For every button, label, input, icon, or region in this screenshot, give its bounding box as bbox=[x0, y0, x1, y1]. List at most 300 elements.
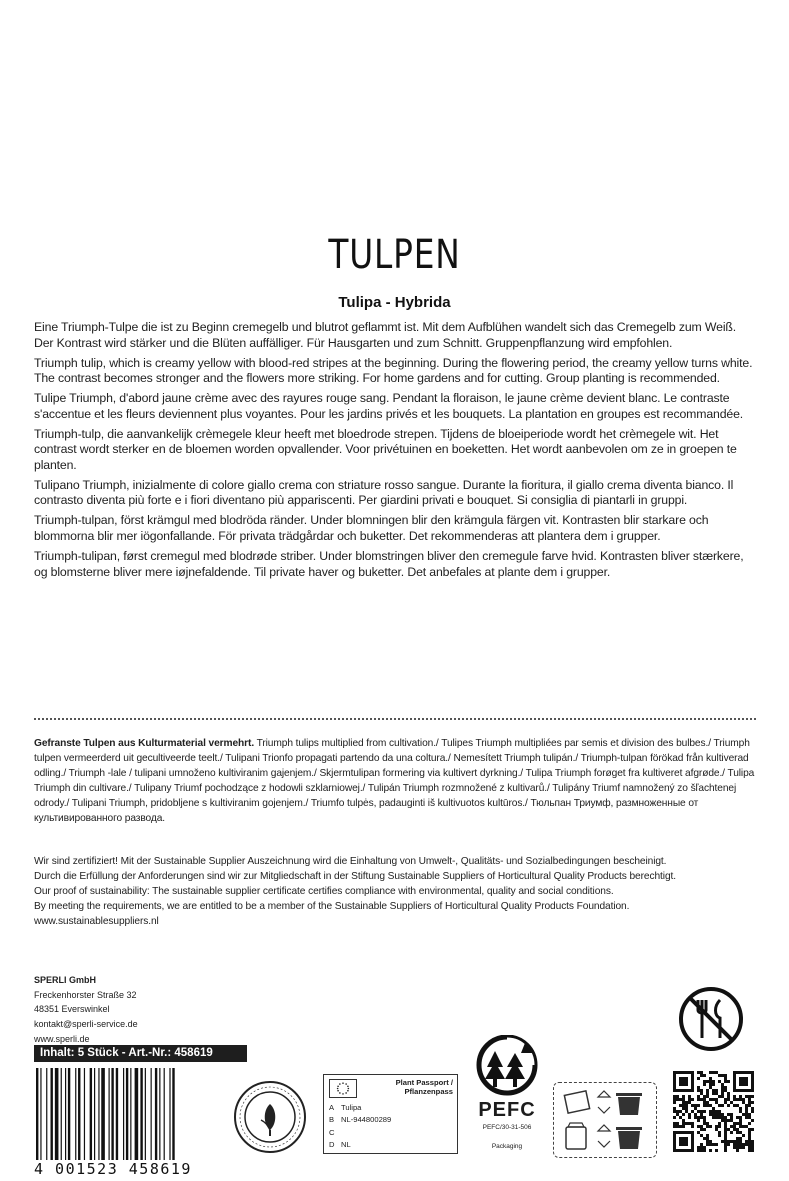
qr-module bbox=[706, 1137, 709, 1140]
qr-module bbox=[697, 1149, 700, 1152]
qr-finder bbox=[691, 1131, 694, 1152]
qr-module bbox=[724, 1116, 727, 1119]
qr-module bbox=[751, 1101, 754, 1104]
barcode bbox=[34, 1068, 224, 1160]
qr-finder bbox=[673, 1071, 676, 1092]
qr-module bbox=[751, 1146, 754, 1149]
qr-module bbox=[718, 1131, 721, 1134]
qr-module bbox=[676, 1113, 679, 1116]
qr-module bbox=[703, 1128, 706, 1131]
barcode-bar bbox=[36, 1068, 38, 1160]
qr-module bbox=[718, 1095, 721, 1098]
qr-module bbox=[748, 1140, 751, 1143]
qr-module bbox=[733, 1104, 736, 1107]
qr-module bbox=[745, 1110, 748, 1113]
qr-module bbox=[745, 1104, 748, 1107]
qr-module bbox=[730, 1101, 733, 1104]
certification-note bbox=[34, 855, 756, 930]
qr-module bbox=[721, 1113, 724, 1116]
qr-module bbox=[715, 1113, 718, 1116]
qr-module bbox=[736, 1122, 739, 1125]
qr-module bbox=[715, 1143, 718, 1146]
qr-module bbox=[697, 1077, 700, 1080]
qr-module bbox=[700, 1116, 703, 1119]
qr-module bbox=[709, 1149, 712, 1152]
pefc-code: PEFC/30-31-506 bbox=[482, 1124, 532, 1131]
qr-module bbox=[694, 1104, 697, 1107]
qr-module bbox=[694, 1116, 697, 1119]
barcode-bar bbox=[164, 1068, 165, 1160]
qr-module bbox=[745, 1107, 748, 1110]
qr-module bbox=[736, 1131, 739, 1134]
qr-module bbox=[721, 1119, 724, 1122]
company-street: Freckenhorster Straße 32 bbox=[34, 989, 137, 1000]
qr-module bbox=[733, 1143, 736, 1146]
qr-module bbox=[694, 1107, 697, 1110]
qr-finder bbox=[733, 1071, 736, 1092]
passport-row-value: NL bbox=[341, 1140, 351, 1150]
description-sv: Triumph-tulpan, först krämgul med blodröda ränder. Under blomningen blir den krämgula färgen vit. Kontrasten blir starkare och blommorna blir mer iögonfallande. För privata trädgårdar och buketter. Det rekommenderas att plantera dem i grupper. bbox=[34, 513, 709, 543]
qr-module bbox=[703, 1098, 706, 1101]
qr-module bbox=[718, 1116, 721, 1119]
qr-module bbox=[745, 1143, 748, 1146]
qr-module bbox=[733, 1146, 736, 1149]
barcode-bar bbox=[75, 1068, 76, 1160]
qr-module bbox=[688, 1095, 691, 1098]
qr-module bbox=[748, 1131, 751, 1134]
qr-module bbox=[703, 1074, 706, 1077]
qr-finder bbox=[733, 1071, 754, 1074]
qr-module bbox=[703, 1110, 706, 1113]
product-title: TULPEN bbox=[328, 232, 461, 278]
qr-module bbox=[700, 1074, 703, 1077]
qr-module bbox=[721, 1104, 724, 1107]
qr-module bbox=[709, 1071, 712, 1074]
qr-module bbox=[733, 1095, 736, 1098]
qr-module bbox=[679, 1116, 682, 1119]
qr-module bbox=[727, 1140, 730, 1143]
qr-module bbox=[733, 1125, 736, 1128]
qr-module bbox=[724, 1149, 727, 1152]
qr-module bbox=[700, 1149, 703, 1152]
descriptions bbox=[34, 320, 756, 585]
qr-module bbox=[727, 1092, 730, 1095]
qr-finder bbox=[673, 1131, 676, 1152]
qr-module bbox=[691, 1104, 694, 1107]
qr-module bbox=[721, 1140, 724, 1143]
qr-module bbox=[742, 1125, 745, 1128]
qr-module bbox=[682, 1095, 685, 1098]
qr-module bbox=[736, 1149, 739, 1152]
company-address bbox=[34, 973, 138, 1047]
qr-module bbox=[718, 1113, 721, 1116]
qr-module bbox=[697, 1071, 700, 1074]
qr-module bbox=[682, 1119, 685, 1122]
barcode-bar bbox=[169, 1068, 170, 1160]
qr-module bbox=[730, 1119, 733, 1122]
qr-module bbox=[703, 1119, 706, 1122]
qr-module bbox=[682, 1101, 685, 1104]
qr-module bbox=[709, 1077, 712, 1080]
barcode-bar bbox=[61, 1068, 62, 1160]
qr-module bbox=[721, 1086, 724, 1089]
qr-module bbox=[706, 1101, 709, 1104]
qr-module bbox=[718, 1122, 721, 1125]
qr-module bbox=[706, 1134, 709, 1137]
qr-module bbox=[730, 1116, 733, 1119]
qr-module bbox=[700, 1146, 703, 1149]
qr-module bbox=[748, 1149, 751, 1152]
qr-module bbox=[721, 1116, 724, 1119]
passport-row-letter: D bbox=[329, 1140, 335, 1150]
qr-module bbox=[703, 1146, 706, 1149]
qr-module bbox=[673, 1101, 676, 1104]
qr-module bbox=[682, 1107, 685, 1110]
propagation-note-bold: Gefranste Tulpen aus Kulturmaterial vermehrt. bbox=[34, 738, 255, 749]
qr-module bbox=[739, 1119, 742, 1122]
passport-row bbox=[329, 1127, 391, 1139]
qr-module bbox=[730, 1131, 733, 1134]
qr-module bbox=[697, 1095, 700, 1098]
qr-module bbox=[736, 1128, 739, 1131]
qr-module bbox=[751, 1119, 754, 1122]
qr-finder bbox=[691, 1071, 694, 1092]
qr-module bbox=[724, 1131, 727, 1134]
qr-module bbox=[742, 1101, 745, 1104]
qr-module bbox=[682, 1098, 685, 1101]
qr-module bbox=[751, 1143, 754, 1146]
qr-module bbox=[676, 1125, 679, 1128]
qr-module bbox=[679, 1104, 682, 1107]
barcode-bar bbox=[90, 1068, 92, 1160]
qr-module bbox=[718, 1104, 721, 1107]
qr-module bbox=[688, 1098, 691, 1101]
qr-module bbox=[739, 1143, 742, 1146]
barcode-bar bbox=[84, 1068, 85, 1160]
passport-row bbox=[329, 1139, 391, 1151]
qr-module bbox=[727, 1104, 730, 1107]
qr-module bbox=[751, 1149, 754, 1152]
qr-module bbox=[694, 1113, 697, 1116]
qr-module bbox=[709, 1143, 712, 1146]
barcode-bar bbox=[126, 1068, 128, 1160]
qr-module bbox=[697, 1104, 700, 1107]
qr-module bbox=[727, 1113, 730, 1116]
qr-module bbox=[676, 1122, 679, 1125]
passport-row-letter: B bbox=[329, 1115, 335, 1125]
qr-module bbox=[712, 1098, 715, 1101]
qr-module bbox=[712, 1110, 715, 1113]
qr-module bbox=[748, 1134, 751, 1137]
qr-module bbox=[712, 1080, 715, 1083]
qr-module bbox=[706, 1143, 709, 1146]
certification-line: Durch die Erfüllung der Anforderungen sind wir zur Mitgliedschaft in der Stiftung Sustainable Suppliers of Horticultural Quality Products berechtigt. bbox=[34, 870, 676, 882]
qr-module bbox=[748, 1128, 751, 1131]
qr-module bbox=[739, 1098, 742, 1101]
qr-finder bbox=[673, 1071, 694, 1074]
certification-link[interactable]: www.sustainablesuppliers.nl bbox=[34, 915, 159, 927]
qr-module bbox=[697, 1116, 700, 1119]
pefc-tree-icon bbox=[467, 1035, 547, 1155]
qr-module bbox=[745, 1125, 748, 1128]
qr-module bbox=[751, 1128, 754, 1131]
qr-module bbox=[724, 1080, 727, 1083]
qr-module bbox=[745, 1140, 748, 1143]
description-da: Triumph-tulipan, først cremegul med blodrøde striber. Under blomstringen bliver den cremegule farve hvid. Kontrasten bliver stærkere, og blomsterne bliver mere iøjnefaldende. Til private haver og buketter. Det anbefales at plante dem i grupper. bbox=[34, 549, 744, 579]
qr-module bbox=[682, 1125, 685, 1128]
qr-module bbox=[724, 1122, 727, 1125]
qr-module bbox=[712, 1089, 715, 1092]
barcode-bar bbox=[155, 1068, 157, 1160]
qr-finder bbox=[679, 1137, 688, 1146]
company-web[interactable]: www.sperli.de bbox=[34, 1033, 90, 1044]
qr-module bbox=[700, 1113, 703, 1116]
qr-module bbox=[691, 1110, 694, 1113]
barcode-bar bbox=[140, 1068, 142, 1160]
barcode-bar bbox=[94, 1068, 95, 1160]
qr-module bbox=[685, 1101, 688, 1104]
company-email[interactable]: kontakt@sperli-service.de bbox=[34, 1019, 138, 1030]
qr-module bbox=[727, 1095, 730, 1098]
barcode-bar bbox=[55, 1068, 59, 1160]
qr-module bbox=[679, 1110, 682, 1113]
qr-module bbox=[673, 1122, 676, 1125]
qr-module bbox=[733, 1128, 736, 1131]
qr-module bbox=[724, 1146, 727, 1149]
company-city: 48351 Everswinkel bbox=[34, 1004, 110, 1015]
qr-module bbox=[724, 1134, 727, 1137]
qr-module bbox=[727, 1119, 730, 1122]
qr-module bbox=[724, 1137, 727, 1140]
qr-module bbox=[718, 1080, 721, 1083]
barcode-bar bbox=[145, 1068, 146, 1160]
barcode-bar bbox=[135, 1068, 139, 1160]
qr-module bbox=[700, 1134, 703, 1137]
qr-finder bbox=[673, 1131, 694, 1134]
qr-module bbox=[745, 1113, 748, 1116]
company-name: SPERLI GmbH bbox=[34, 975, 97, 985]
qr-module bbox=[715, 1125, 718, 1128]
qr-module bbox=[742, 1143, 745, 1146]
qr-module bbox=[712, 1107, 715, 1110]
qr-module bbox=[721, 1074, 724, 1077]
qr-module bbox=[706, 1089, 709, 1092]
qr-module bbox=[739, 1107, 742, 1110]
qr-module bbox=[688, 1116, 691, 1119]
qr-module bbox=[724, 1128, 727, 1131]
qr-module bbox=[739, 1125, 742, 1128]
qr-module bbox=[721, 1092, 724, 1095]
qr-module bbox=[739, 1116, 742, 1119]
qr-module bbox=[700, 1125, 703, 1128]
qr-module bbox=[697, 1146, 700, 1149]
qr-module bbox=[700, 1143, 703, 1146]
qr-module bbox=[703, 1122, 706, 1125]
qr-module bbox=[706, 1080, 709, 1083]
qr-module bbox=[730, 1113, 733, 1116]
eu-flag-icon bbox=[329, 1079, 357, 1098]
qr-module bbox=[724, 1140, 727, 1143]
qr-module bbox=[727, 1143, 730, 1146]
passport-row bbox=[329, 1102, 391, 1114]
qr-module bbox=[673, 1098, 676, 1101]
barcode-digits: 4 001523 458619 bbox=[34, 1160, 192, 1178]
qr-module bbox=[682, 1104, 685, 1107]
qr-module bbox=[706, 1140, 709, 1143]
qr-module bbox=[721, 1089, 724, 1092]
qr-module bbox=[739, 1122, 742, 1125]
qr-module bbox=[736, 1116, 739, 1119]
qr-module bbox=[679, 1125, 682, 1128]
qr-module bbox=[715, 1089, 718, 1092]
passport-title-line: Pflanzenpass bbox=[404, 1087, 453, 1096]
qr-module bbox=[718, 1134, 721, 1137]
qr-module bbox=[706, 1125, 709, 1128]
barcode-bar bbox=[111, 1068, 113, 1160]
qr-finder bbox=[739, 1077, 748, 1086]
qr-module bbox=[718, 1125, 721, 1128]
qr-module bbox=[736, 1104, 739, 1107]
dotted-divider bbox=[34, 718, 756, 720]
qr-module bbox=[745, 1095, 748, 1098]
qr-module bbox=[739, 1140, 742, 1143]
passport-row-letter: A bbox=[329, 1103, 335, 1112]
qr-module bbox=[703, 1101, 706, 1104]
qr-module bbox=[715, 1149, 718, 1152]
qr-module bbox=[715, 1110, 718, 1113]
description-de: Eine Triumph-Tulpe die ist zu Beginn cremegelb und blutrot geflammt ist. Mit dem Aufblühen wandelt sich das Cremegelb zum Weiß. Der Kontrast wird stärker und die Blüten auffälliger. Für Hausgarten und zum Schnitt. Gruppenpflanzung wird empfohlen. bbox=[34, 320, 737, 350]
barcode-bar bbox=[68, 1068, 70, 1160]
qr-module bbox=[715, 1128, 718, 1131]
qr-module bbox=[673, 1116, 676, 1119]
qr-module bbox=[700, 1092, 703, 1095]
qr-module bbox=[736, 1140, 739, 1143]
qr-module bbox=[703, 1137, 706, 1140]
qr-module bbox=[688, 1122, 691, 1125]
barcode-bar bbox=[116, 1068, 118, 1160]
qr-module bbox=[697, 1119, 700, 1122]
qr-module bbox=[679, 1098, 682, 1101]
qr-module bbox=[739, 1137, 742, 1140]
qr-module bbox=[673, 1125, 676, 1128]
qr-module bbox=[703, 1149, 706, 1152]
qr-module bbox=[709, 1125, 712, 1128]
qr-module bbox=[706, 1095, 709, 1098]
description-it: Tulipano Triumph, inizialmente di colore giallo crema con striature rosso sangue. Durante la fioritura, il giallo crema diventa bianco. Il contrasto diventa più forte e i fiori diventano più appariscenti. Per giardini privati e bouquet. Si consiglia di piantarli in gruppi. bbox=[34, 477, 734, 508]
qr-module bbox=[724, 1125, 727, 1128]
qr-module bbox=[748, 1098, 751, 1101]
product-subtitle: Tulipa - Hybrida bbox=[338, 294, 451, 311]
qr-module bbox=[703, 1095, 706, 1098]
qr-module bbox=[697, 1089, 700, 1092]
barcode-bar bbox=[159, 1068, 160, 1160]
qr-module bbox=[700, 1110, 703, 1113]
qr-module bbox=[682, 1113, 685, 1116]
qr-module bbox=[718, 1074, 721, 1077]
qr-module bbox=[676, 1110, 679, 1113]
sustainable-supplier-seal-icon bbox=[233, 1080, 307, 1154]
qr-module bbox=[685, 1107, 688, 1110]
barcode-bar bbox=[101, 1068, 105, 1160]
qr-module bbox=[733, 1098, 736, 1101]
passport-row-value: Tulipa bbox=[341, 1103, 362, 1112]
qr-module bbox=[736, 1146, 739, 1149]
qr-module bbox=[730, 1140, 733, 1143]
qr-module bbox=[712, 1143, 715, 1146]
qr-finder bbox=[673, 1089, 694, 1092]
qr-module bbox=[724, 1143, 727, 1146]
qr-module bbox=[682, 1122, 685, 1125]
barcode-bar bbox=[172, 1068, 174, 1160]
qr-finder bbox=[751, 1071, 754, 1092]
qr-module bbox=[673, 1110, 676, 1113]
qr-module bbox=[751, 1140, 754, 1143]
passport-row bbox=[329, 1114, 391, 1126]
qr-module bbox=[733, 1140, 736, 1143]
qr-module bbox=[742, 1098, 745, 1101]
barcode-bar bbox=[130, 1068, 131, 1160]
qr-module bbox=[742, 1113, 745, 1116]
qr-module bbox=[715, 1092, 718, 1095]
passport-row-letter: C bbox=[329, 1127, 335, 1137]
description-nl: Triumph-tulp, die aanvankelijk crèmegele kleur heeft met bloedrode strepen. Tijdens de bloeiperiode wordt het crèmegele wit. Het contrast wordt sterker en de bloemen worden opvallender. Voor privétuinen en boeketten. Het wordt aanbevolen om ze in groepen te planten. bbox=[34, 426, 737, 472]
pefc-packaging: Packaging bbox=[491, 1143, 523, 1150]
qr-module bbox=[742, 1146, 745, 1149]
qr-module bbox=[703, 1104, 706, 1107]
qr-module bbox=[724, 1089, 727, 1092]
qr-module bbox=[715, 1071, 718, 1074]
qr-module bbox=[742, 1134, 745, 1137]
barcode-bar bbox=[65, 1068, 66, 1160]
qr-module bbox=[724, 1077, 727, 1080]
barcode-bar bbox=[109, 1068, 110, 1160]
qr-module bbox=[709, 1110, 712, 1113]
qr-module bbox=[748, 1095, 751, 1098]
qr-module bbox=[712, 1071, 715, 1074]
qr-finder bbox=[673, 1149, 694, 1152]
plant-passport bbox=[323, 1074, 458, 1154]
qr-module bbox=[739, 1146, 742, 1149]
barcode-bar bbox=[51, 1068, 53, 1160]
qr-module bbox=[709, 1104, 712, 1107]
qr-module bbox=[715, 1098, 718, 1101]
qr-module bbox=[727, 1128, 730, 1131]
passport-row-value: NL-944800289 bbox=[341, 1115, 392, 1125]
qr-module bbox=[697, 1110, 700, 1113]
description-fr: Tulipe Triumph, d'abord jaune crème avec des rayures rouge sang. Pendant la floraison, le jaune crème devient blanc. Le contraste s'accentue et les fleurs deviennent plus voyantes. Pour les jardins privés et les bouquets. La plantation en groupes est recommandée. bbox=[34, 391, 744, 421]
certification-line: Our proof of sustainability: The sustainable supplier certificate certifies compliance with environmental, quality and social conditions. bbox=[34, 885, 614, 897]
content-label: Inhalt: 5 Stück - Art.-Nr.: 458619 bbox=[34, 1045, 247, 1062]
qr-module bbox=[751, 1095, 754, 1098]
qr-module bbox=[712, 1116, 715, 1119]
qr-module bbox=[724, 1098, 727, 1101]
qr-module bbox=[685, 1104, 688, 1107]
qr-module bbox=[721, 1095, 724, 1098]
recycling-info-icon bbox=[553, 1082, 657, 1158]
qr-module bbox=[736, 1137, 739, 1140]
qr-module bbox=[697, 1125, 700, 1128]
barcode-bar bbox=[78, 1068, 80, 1160]
qr-module bbox=[709, 1140, 712, 1143]
qr-module bbox=[715, 1101, 718, 1104]
qr-module bbox=[748, 1101, 751, 1104]
passport-rows bbox=[329, 1102, 391, 1152]
barcode-bar bbox=[151, 1068, 152, 1160]
qr-module bbox=[700, 1089, 703, 1092]
description-en: Triumph tulip, which is creamy yellow with blood-red stripes at the beginning. During the flowering period, the creamy yellow turns white. The contrast becomes stronger and the flowers more striking. For home gardens and for cutting. Group planting is recommended. bbox=[34, 355, 753, 386]
qr-module bbox=[712, 1092, 715, 1095]
qr-module bbox=[748, 1104, 751, 1107]
